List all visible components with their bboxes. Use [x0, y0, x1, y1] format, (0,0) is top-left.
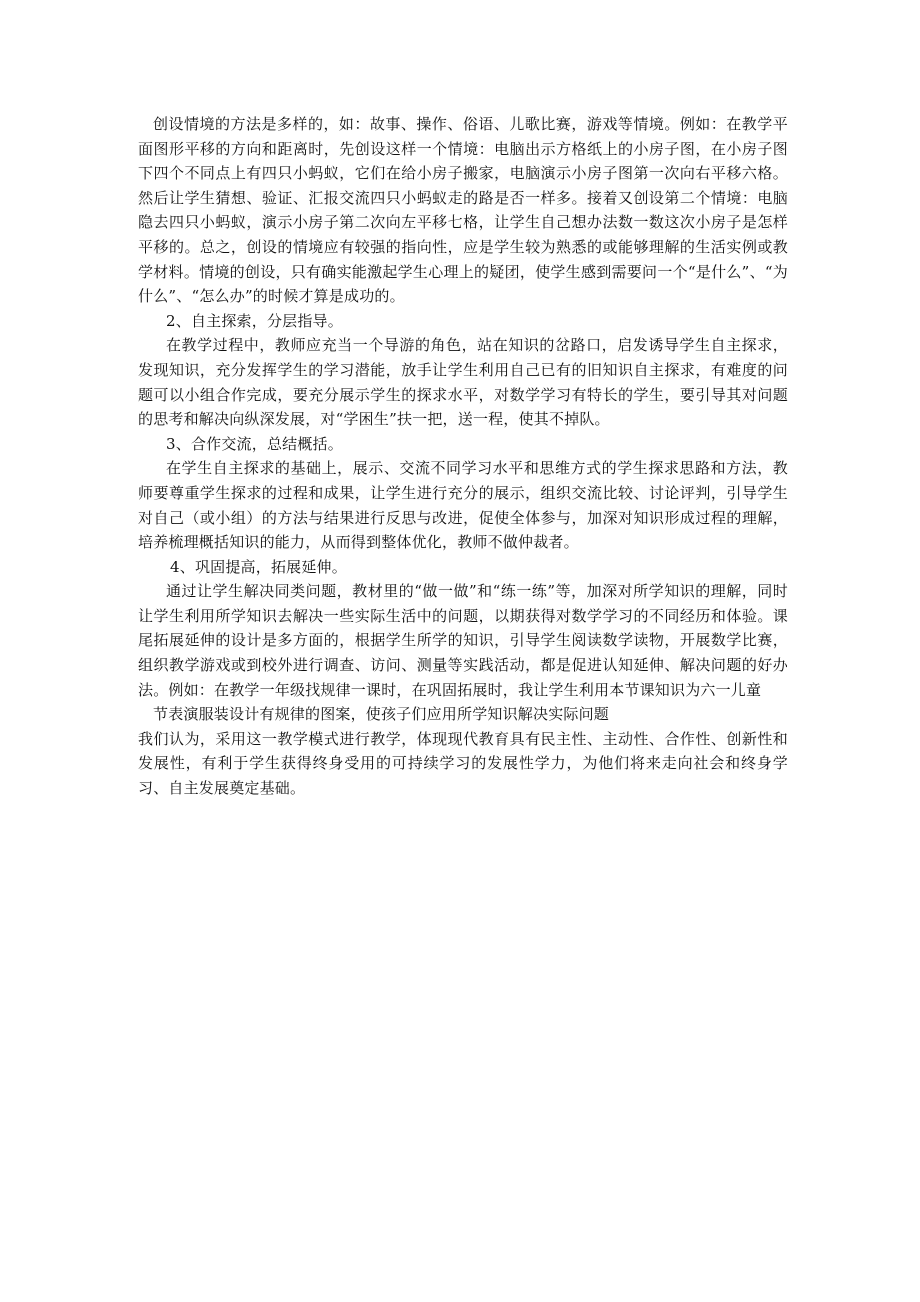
section-heading-cooperation: 3、合作交流，总结概括。 — [166, 434, 343, 453]
paragraph-situation-methods: 创设情境的方法是多样的，如：故事、操作、俗语、儿歌比赛，游戏等情境。例如：在教学平面图形平移的方向和距离时，先创设这样一个情境：电脑出示方格纸上的小房子图，在小房子图下四个不同点上有四只小蚂蚁，它们在给小房子搬家，电脑演示小房子图第一次向右平移六格。然后让学生猜想、验证、汇报交流四只小蚂蚁走的路是否一样多。接着又创设第二个情境：电脑隐去四只小蚂蚁，演示小房子第二次向左平移七格，让学生自己想办法数一数这次小房子是怎样平移的。总之，创设的情境应有较强的指向性，应是学生较为熟悉的或能够理解的生活实例或教学材料。情境的创设，只有确实能激起学生心理上的疑团，使学生感到需要问一个“是什么”、“为什么”、“怎么办”的时候才算是成功的。 — [138, 115, 788, 306]
paragraph-teacher-guide: 在教学过程中，教师应充当一个导游的角色，站在知识的岔路口，启发诱导学生自主探求，发现知识，充分发挥学生的学习潜能，放手让学生利用自己已有的旧知识自主探求，有难度的问题可以小组合作完成，要充分展示学生的探求水平，对数学学习有特长的学生，要引导其对问题的思考和解决向纵深发展，对“学困生”扶一把，送一程，使其不掉队。 — [138, 336, 788, 429]
document-page — [138, 112, 788, 801]
paragraph-cooperation: 在学生自主探求的基础上，展示、交流不同学习水平和思维方式的学生探求思路和方法，教师要尊重学生探求的过程和成果，让学生进行充分的展示，组织交流比较、讨论评判，引导学生对自己（或小组）的方法与结果进行反思与改进，促使全体参与，加深对知识形成过程的理解，培养梳理概括知识的能力，从而得到整体优化，教师不做仲裁者。 — [138, 459, 788, 552]
paragraph-conclusion: 我们认为，采用这一教学模式进行教学，体现现代教育具有民主性、主动性、合作性、创新性和发展性，有利于学生获得终身受用的可持续学习的发展性学力，为他们将来走向社会和终身学习、自主发展奠定基础。 — [138, 729, 788, 798]
section-heading-consolidation: 4、巩固提高，拓展延伸。 — [170, 557, 347, 576]
paragraph-consolidation: 通过让学生解决同类问题，教材里的“做一做”和“练一练”等，加深对所学知识的理解，同时让学生利用所学知识去解决一些实际生活中的问题，以期获得对数学学习的不同经历和体验。课尾拓展延伸的设计是多方面的，根据学生所学的知识，引导学生阅读数学读物，开展数学比赛，组织教学游戏或到校外进行调查、访问、测量等实践活动，都是促进认知延伸、解决问题的好办法。例如：在教学一年级找规律一课时，在巩固拓展时，我让学生利用本节课知识为六一儿童 — [138, 582, 788, 699]
section-heading-autonomous-exploration: 2、自主探索，分层指导。 — [166, 311, 343, 330]
paragraph-costume-design: 节表演服装设计有规律的图案，使孩子们应用所学知识解决实际问题 — [153, 705, 610, 724]
